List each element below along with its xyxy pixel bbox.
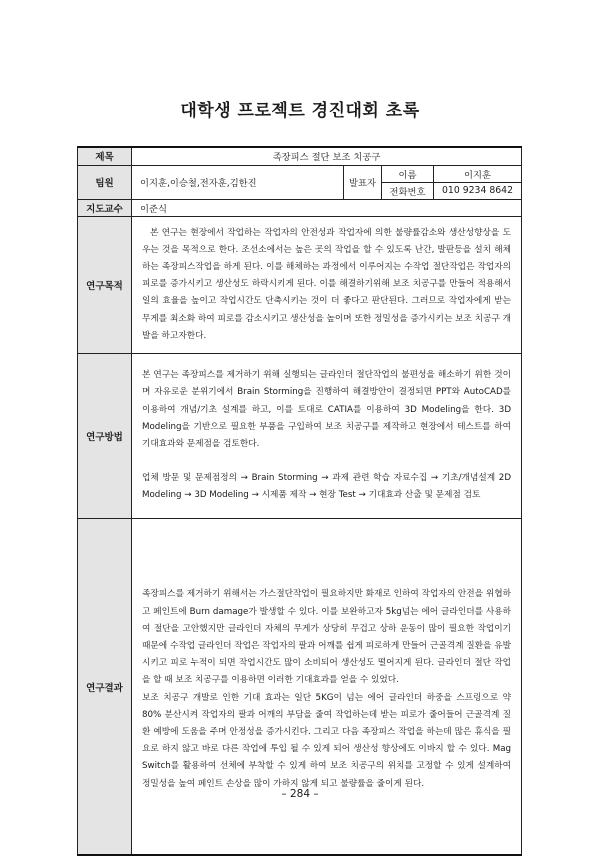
method-label: 연구방법 bbox=[78, 353, 132, 518]
presenter-label: 발표자 bbox=[344, 165, 382, 199]
purpose-paragraph: 본 연구는 현장에서 작업하는 작업자의 안전성과 작업자에 의한 불량률감소와 생산성향상을 도우는 것을 목적으로 한다. 조선소에서는 높은 곳의 작업을 할 수 있도록 난간, 발판등을 설치 해체하는 족장피스작업을 하게 된다. 이를 해체하는 과정에서 이루어지는 수작업 절단작업은 작업자의 피로를 증가시키고 생산성도 하락시키게 된다. 이를 해결하기위해 보조 치공구를 만들어 적용해서 일의 효율을 높이고 작업시간도 단축시키는 것이 더 좋다고 판단된다. 그러므로 작업자에게 받는 무게를 최소화 하여 피로를 감소시키고 생산성을 높이며 또한 정밀성을 증가시키는 보조 치공구 개발을 하고자한다. bbox=[142, 227, 512, 341]
advisor-row bbox=[78, 199, 522, 216]
purpose-text bbox=[132, 216, 522, 353]
method-row bbox=[78, 353, 522, 518]
result-label: 연구결과 bbox=[78, 518, 132, 855]
phone-label: 전화번호 bbox=[382, 182, 434, 199]
advisor-value: 이준식 bbox=[132, 199, 522, 216]
purpose-row bbox=[78, 216, 522, 353]
method-paragraph-1: 본 연구는 족장피스를 제거하기 위해 실행되는 글라인더 절단작업의 불편성을 해소하기 위한 것이며 자유로운 분위기에서 Brain Storming을 진행하여 해결방안이 결정되면 PPT와 AutoCAD를 이용하여 개념/기초 설계를 하고, 이를 토대로 CATIA를 이용하여 3D Modeling을 한다. 3D Modeling을 기반으로 필요한 부품을 구입하여 보조 치공구를 제작하고 현장에서 테스트를 하여 기대효과와 문제점을 검토한다. bbox=[142, 370, 512, 450]
page-number: – 284 – bbox=[281, 788, 319, 800]
title-label: 제목 bbox=[78, 147, 132, 165]
method-text bbox=[132, 353, 522, 518]
team-value: 이지훈,이승철,전자훈,김한진 bbox=[132, 165, 344, 199]
presenter-phone: 010 9234 8642 bbox=[434, 182, 522, 199]
team-row bbox=[78, 165, 522, 182]
team-label: 팀원 bbox=[78, 165, 132, 199]
result-row bbox=[78, 518, 522, 855]
title-value: 족장피스 절단 보조 치공구 bbox=[132, 147, 522, 165]
page-title: 대학생 프로젝트 경진대회 초록 bbox=[180, 101, 420, 121]
purpose-label: 연구목적 bbox=[78, 216, 132, 353]
name-label: 이름 bbox=[382, 165, 434, 182]
result-text bbox=[132, 518, 522, 855]
title-row bbox=[78, 147, 522, 165]
abstract-form-table bbox=[77, 146, 522, 856]
method-paragraph-2: 업체 방문 및 문제점정의 → Brain Storming → 과제 관련 학습 자료수집 → 기초/개념설계 2D Modeling → 3D Modeling → 시제품 제작 → 현장 Test → 기대효과 산출 및 문제점 검토 bbox=[142, 473, 512, 501]
presenter-name: 이지훈 bbox=[434, 165, 522, 182]
advisor-label: 지도교수 bbox=[78, 199, 132, 216]
result-paragraph-1: 족장피스를 제거하기 위해서는 가스절단작업이 필요하지만 화재로 인하여 작업자의 안전을 위협하고 페인트에 Burn damage가 발생할 수 있다. 이를 보완하고자 5kg넘는 에어 글라인더를 사용하여 절단을 고안했지만 글라인더 자체의 무게가 상당히 무겁고 상하 운동이 많이 필요한 작업이기 때문에 수작업 글라인더 작업은 작업자의 팔과 어깨를 쉽게 피로하게 만들어 근골격계 질환을 유발시키고 피로 누적이 되면 작업시간도 많이 소비되어 생산성도 떨어지게 된다. 글라인더 절단 작업을 할 때 보조 치공구를 이용하면 이러한 기대효과를 얻을 수 있었다. bbox=[142, 589, 512, 686]
result-paragraph-2: 보조 치공구 개발로 인한 기대 효과는 일단 5KG이 넘는 에어 글라인더 하중을 스프링으로 약 80% 분산시켜 작업자의 팔과 어깨의 부담을 줄여 작업하는데 받는 피로가 줄어들어 근골격계 질환 예방에 도움을 주며 안정성을 증가시킨다. 그리고 다음 족장피스 작업을 하는데 많은 휴식을 필요로 하지 않고 바로 다른 작업에 투입 될 수 있게 되어 생산성 향상에도 이바지 할 수 있다. Mag Switch를 활용하여 선체에 부착할 수 있게 하여 보조 치공구의 위치를 고정할 수 있게 설계하여 정밀성을 높여 페인트 손상을 많이 가하지 않게 되고 불량률을 줄이게 된다. bbox=[142, 692, 512, 789]
